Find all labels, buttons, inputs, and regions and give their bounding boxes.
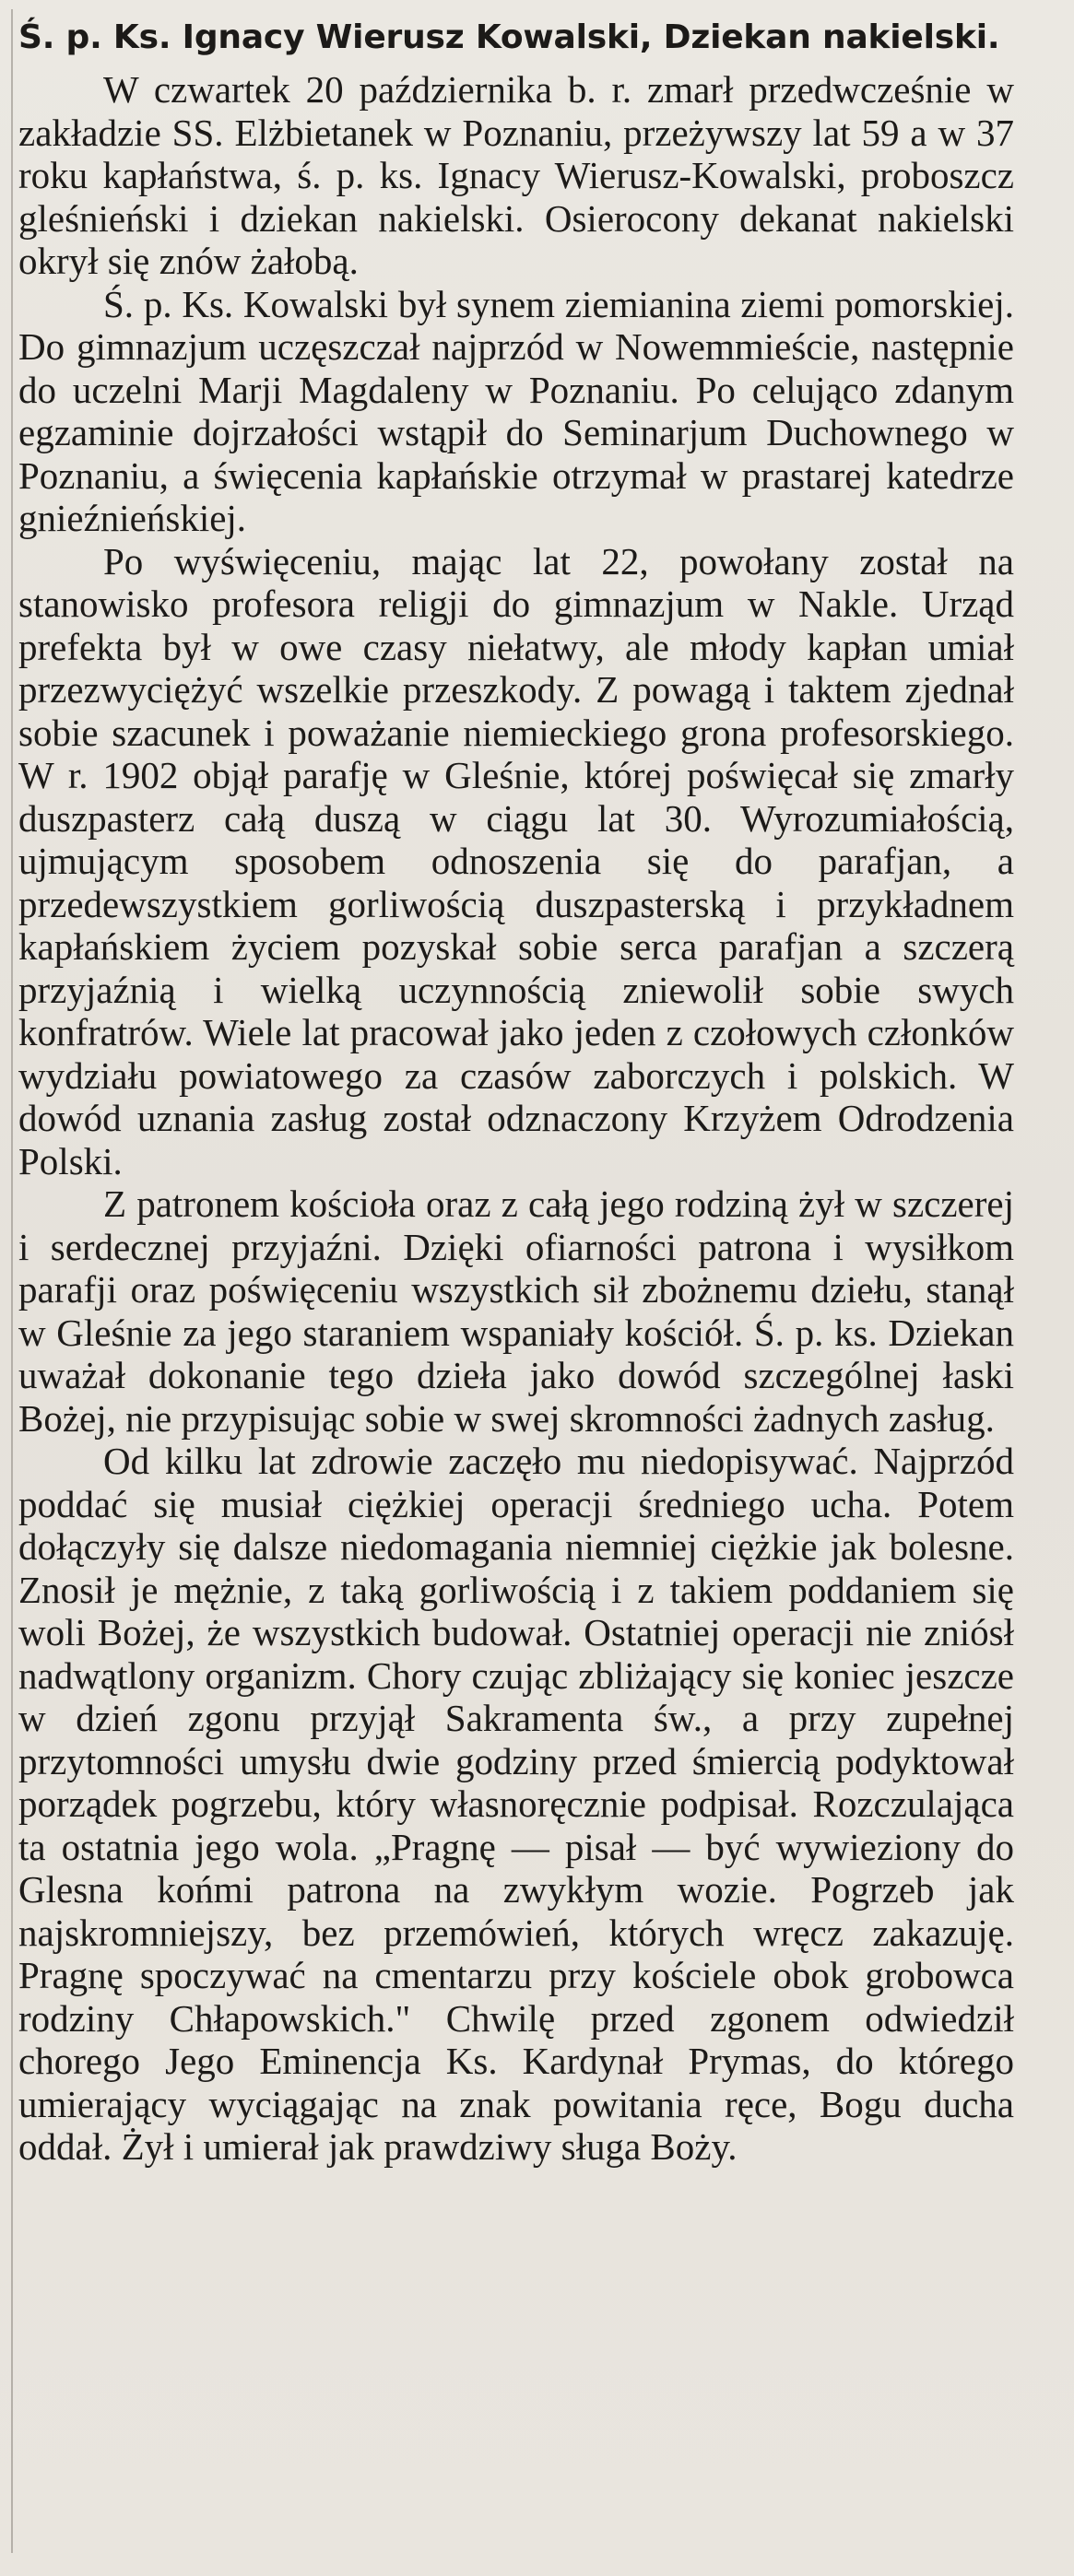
article-paragraph-3: Po wyświęceniu, mając lat 22, powołany został na stanowisko profesora religji do gimnazjum w Nakle. Urząd prefekta był w owe czasy niełatwy, ale młody kapłan umiał przezwyciężyć wszelkie przeszkody. Z powagą i taktem zjednał sobie szacunek i poważanie niemieckiego grona profesorskiego. W r. 1902 objął parafję w Gleśnie, której poświęcał się zmarły duszpasterz całą duszą w ciągu lat 30. Wyrozumiałością, ujmującym sposobem odnoszenia się do parafjan, a przedewszystkiem gorliwością duszpasterską i przykładnem kapłańskiem życiem pozyskał sobie serca parafjan a szczerą przyjaźnią i wielką uczynnością zniewolił sobie swych konfratrów. Wiele lat pracował jako jeden z czołowych członków wydziału powiatowego za czasów zaborczych i polskich. W dowód uznania zasług został odznaczony Krzyżem Odrodzenia Polski. [18, 539, 1014, 1182]
article-paragraph-5: Od kilku lat zdrowie zaczęło mu niedopisywać. Najprzód poddać się musiał ciężkiej operacji średniego ucha. Potem dołączyły się dalsze niedomagania niemniej ciężkie jak bolesne. Znosił je mężnie, z taką gorliwością i z takiem poddaniem się woli Bożej, że wszystkich budował. Ostatniej operacji nie zniósł nadwątlony organizm. Chory czując zbliżający się koniec jeszcze w dzień zgonu przyjął Sakramenta św., a przy zupełnej przytomności umysłu dwie godziny przed śmiercią podyktował porządek pogrzebu, który własnoręcznie podpisał. Rozczulająca ta ostatnia jego wola. „Pragnę — pisał — być wywieziony do Glesna końmi patrona na zwykłym wozie. Pogrzeb jak najskromniejszy, bez przemówień, których wręcz zakazuję. Pragnę spoczywać na cmentarzu przy kościele obok grobowca rodziny Chłapowskich." Chwilę przed zgonem odwiedził chorego Jego Eminencja Ks. Kardynał Prymas, do którego umierający wyciągając na znak powitania ręce, Bogu ducha oddał. Żył i umierał jak prawdziwy sługa Boży. [18, 1440, 1014, 2168]
column-rule [11, 9, 13, 2553]
obituary-article [18, 7, 1014, 2169]
article-paragraph-4: Z patronem kościoła oraz z całą jego rodziną żył w szczerej i serdecznej przyjaźni. Dzięki ofiarności patrona i wysiłkom parafji oraz poświęceniu wszystkich sił zbożnemu dziełu, stanął w Gleśnie za jego staraniem wspaniały kościół. Ś. p. ks. Dziekan uważał dokonanie tego dzieła jako dowód szczególnej łaski Bożej, nie przypisując sobie w swej skromności żadnych zasług. [18, 1182, 1014, 1440]
article-title: Ś. p. Ks. Ignacy Wierusz Kowalski, Dziekan nakielski. [18, 18, 1000, 56]
article-paragraph-1: W czwartek 20 października b. r. zmarł przedwcześnie w zakładzie SS. Elżbietanek w Poznaniu, przeżywszy lat 59 a w 37 roku kapłaństwa, ś. p. ks. Ignacy Wierusz-Kowalski, proboszcz gleśnieński i dziekan nakielski. Osierocony dekanat nakielski okrył się znów żałobą. [18, 68, 1014, 282]
article-paragraph-2: Ś. p. Ks. Kowalski był synem ziemianina ziemi pomorskiej. Do gimnazjum uczęszczał najprzód w Nowemmieście, następnie do uczelni Marji Magdaleny w Poznaniu. Po celująco zdanym egzaminie dojrzałości wstąpił do Seminarjum Duchownego w Poznaniu, a święcenia kapłańskie otrzymał w prastarej katedrze gnieźnieńskiej. [18, 282, 1014, 539]
